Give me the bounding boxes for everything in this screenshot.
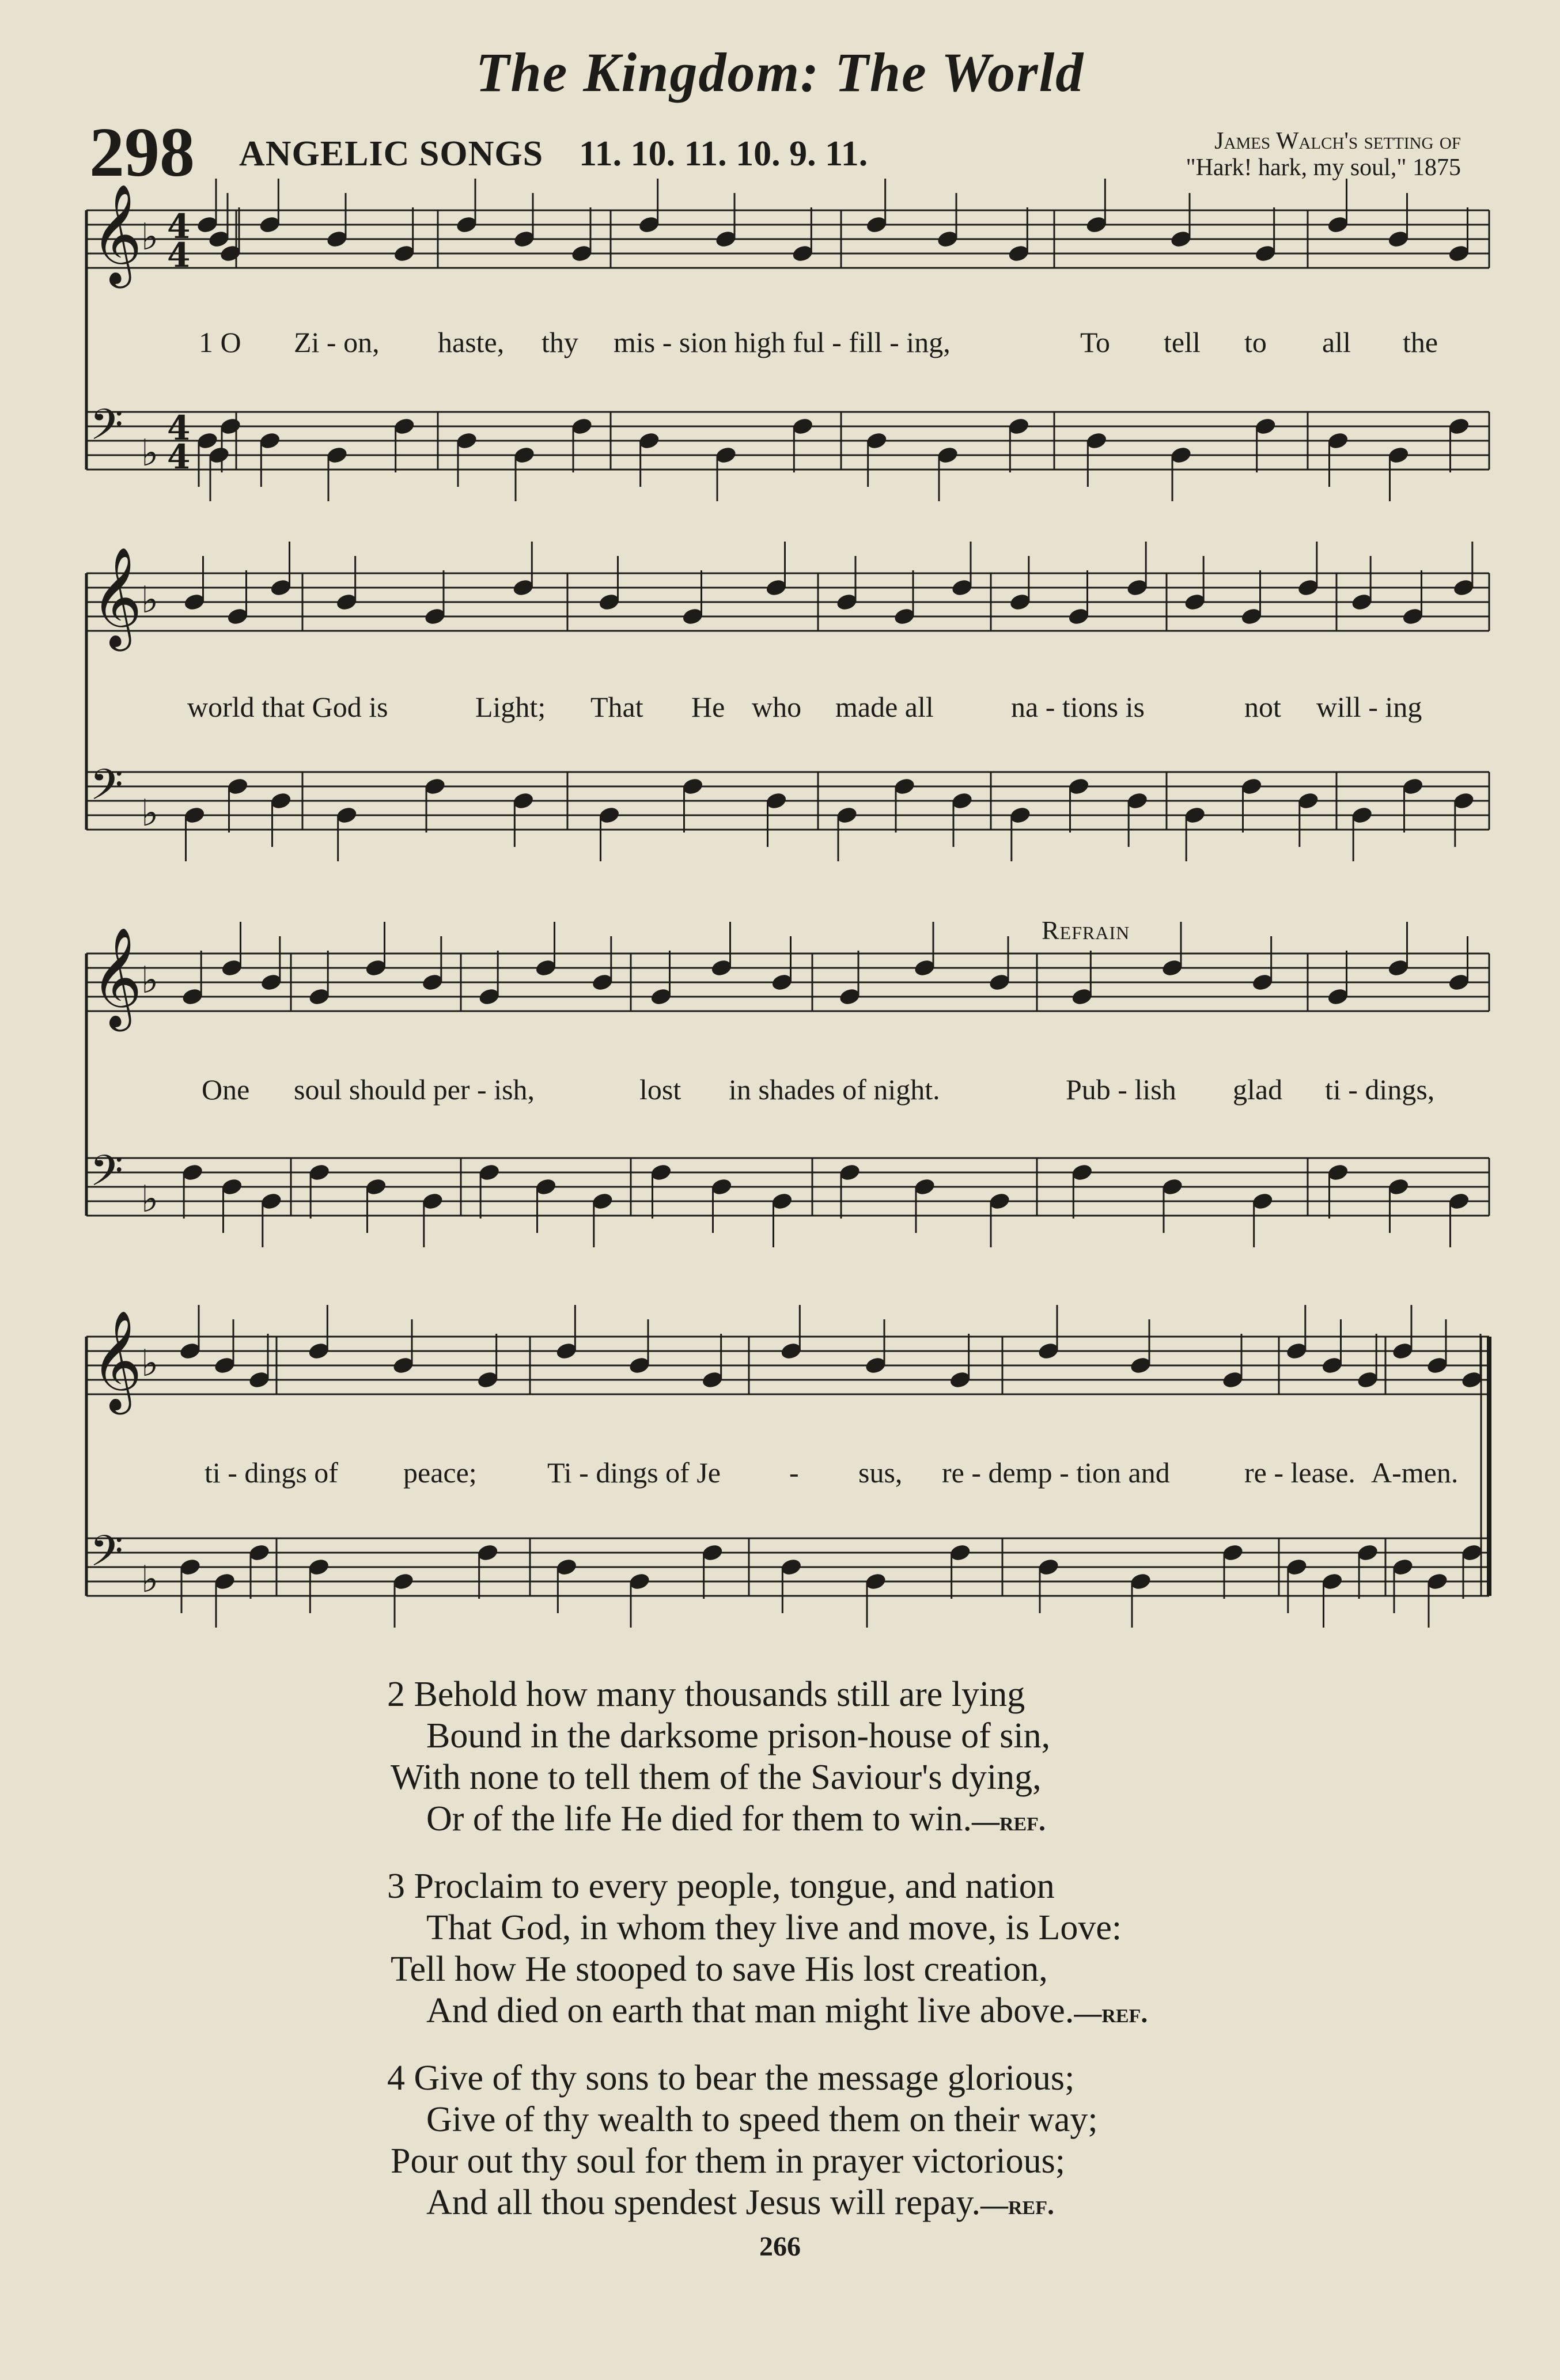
key-signature-flat: ♭ [141, 1558, 159, 1601]
key-signature-flat: ♭ [141, 1342, 159, 1385]
page-number: 266 [759, 2231, 801, 2262]
time-signature-bottom: 4 [167, 236, 191, 275]
bass-clef: 𝄢 [90, 1526, 123, 1587]
bass-clef: 𝄢 [90, 1146, 123, 1206]
lyric-syllable: That [590, 691, 643, 723]
verse-line: Behold how many thousands still are lying [414, 1675, 1025, 1714]
verse-3 [387, 1866, 1148, 2034]
lyric-syllable: re - demp - tion and [942, 1456, 1170, 1489]
refrain-marker: —ref. [971, 1806, 1046, 1837]
lyric-syllable: who [752, 691, 802, 723]
lyric-syllable: peace; [403, 1456, 477, 1489]
lyric-syllable: made all [835, 691, 934, 723]
lyric-syllable: all [1322, 326, 1351, 358]
credit-line-2: "Hark! hark, my soul," 1875 [1186, 154, 1461, 181]
lyric-syllable: Zi - on, [294, 326, 380, 358]
lyric-syllable: glad [1233, 1073, 1283, 1106]
lyric-syllable: to [1244, 326, 1267, 358]
lyric-syllable: ti - dings, [1325, 1073, 1435, 1106]
lyric-syllable: thy [542, 326, 578, 358]
verse-line: Tell how He stooped to save His lost creation, [391, 1950, 1048, 1989]
refrain-marker: —ref. [1074, 1998, 1148, 2029]
verse-line: Give of thy wealth to speed them on their way; [426, 2100, 1098, 2139]
lyric-syllable: soul should per - ish, [294, 1073, 535, 1106]
lyric-syllable: na - tions is [1011, 691, 1145, 723]
hymn-number: 298 [89, 113, 195, 191]
time-signature-top: 4 [167, 207, 191, 246]
lyric-syllable: To [1080, 326, 1111, 358]
credit-line-1: James Walch's setting of [1214, 128, 1461, 154]
treble-clef: 𝄞 [91, 927, 142, 1027]
key-signature-flat: ♭ [141, 792, 159, 835]
lyric-syllable: tell [1164, 326, 1201, 358]
verse-4 [387, 2057, 1148, 2226]
verse-line: Give of thy sons to bear the message glorious; [414, 2059, 1075, 2098]
verse-line: With none to tell them of the Saviour's dying, [391, 1758, 1042, 1797]
key-signature-flat: ♭ [141, 959, 159, 1002]
treble-clef: 𝄞 [91, 547, 142, 647]
verse-line: Bound in the darksome prison-house of sin, [426, 1716, 1051, 1755]
meter: 11. 10. 11. 10. 9. 11. [579, 134, 868, 173]
verse-2 [387, 1674, 1148, 1842]
key-signature-flat: ♭ [141, 579, 159, 622]
lyric-syllable: in shades of night. [729, 1073, 940, 1106]
tune-name: ANGELIC SONGS [239, 134, 544, 173]
verse-number: 3 [387, 1867, 405, 1906]
lyric-syllable: the [1403, 326, 1438, 358]
lyric-syllable: re - lease. [1244, 1456, 1355, 1489]
verse-line: Proclaim to every people, tongue, and nation [414, 1867, 1055, 1906]
key-signature-flat: ♭ [141, 432, 159, 475]
time-signature-top: 4 [167, 408, 191, 448]
verses [387, 1674, 1148, 2249]
lyric-syllable: world that God is [187, 691, 388, 723]
verse-line: Or of the life He died for them to win. [426, 1799, 972, 1838]
verse-line: That God, in whom they live and move, is Love: [426, 1908, 1122, 1947]
bass-clef: 𝄢 [90, 760, 123, 820]
refrain-label: Refrain [1042, 915, 1130, 945]
lyric-syllable: haste, [438, 326, 505, 358]
key-signature-flat: ♭ [141, 1178, 159, 1221]
lyric-syllable: will - ing [1316, 691, 1422, 723]
treble-clef: 𝄞 [91, 1310, 142, 1410]
lyric-syllable: ti - dings of [205, 1456, 338, 1489]
verse-line: And died on earth that man might live above. [426, 1991, 1074, 2030]
section-title: The Kingdom: The World [475, 41, 1085, 103]
time-signature-bottom: 4 [167, 437, 191, 476]
bass-clef: 𝄢 [90, 400, 123, 460]
lyric-syllable: 1 O [199, 326, 241, 358]
lyric-syllable: Ti - dings of Je [547, 1456, 721, 1489]
refrain-marker: —ref. [980, 2190, 1054, 2220]
verse-line: Pour out thy soul for them in prayer victorious; [391, 2141, 1065, 2181]
verse-number: 4 [387, 2059, 405, 2098]
verse-line: And all thou spendest Jesus will repay. [426, 2183, 980, 2222]
lyric-syllable: sus, [858, 1456, 903, 1489]
lyric-syllable: He [691, 691, 725, 723]
lyric-syllable: Light; [475, 691, 546, 723]
verse-number: 2 [387, 1675, 405, 1714]
lyric-syllable: - [789, 1456, 799, 1489]
lyric-syllable: lost [639, 1073, 681, 1106]
key-signature-flat: ♭ [141, 216, 159, 259]
lyric-syllable: A-men. [1371, 1456, 1459, 1489]
lyric-syllable: mis - sion high ful - fill - ing, [614, 326, 951, 358]
lyric-syllable: One [202, 1073, 250, 1106]
lyric-syllable: Pub - lish [1066, 1073, 1176, 1106]
treble-clef: 𝄞 [91, 184, 142, 284]
lyric-syllable: not [1244, 691, 1281, 723]
